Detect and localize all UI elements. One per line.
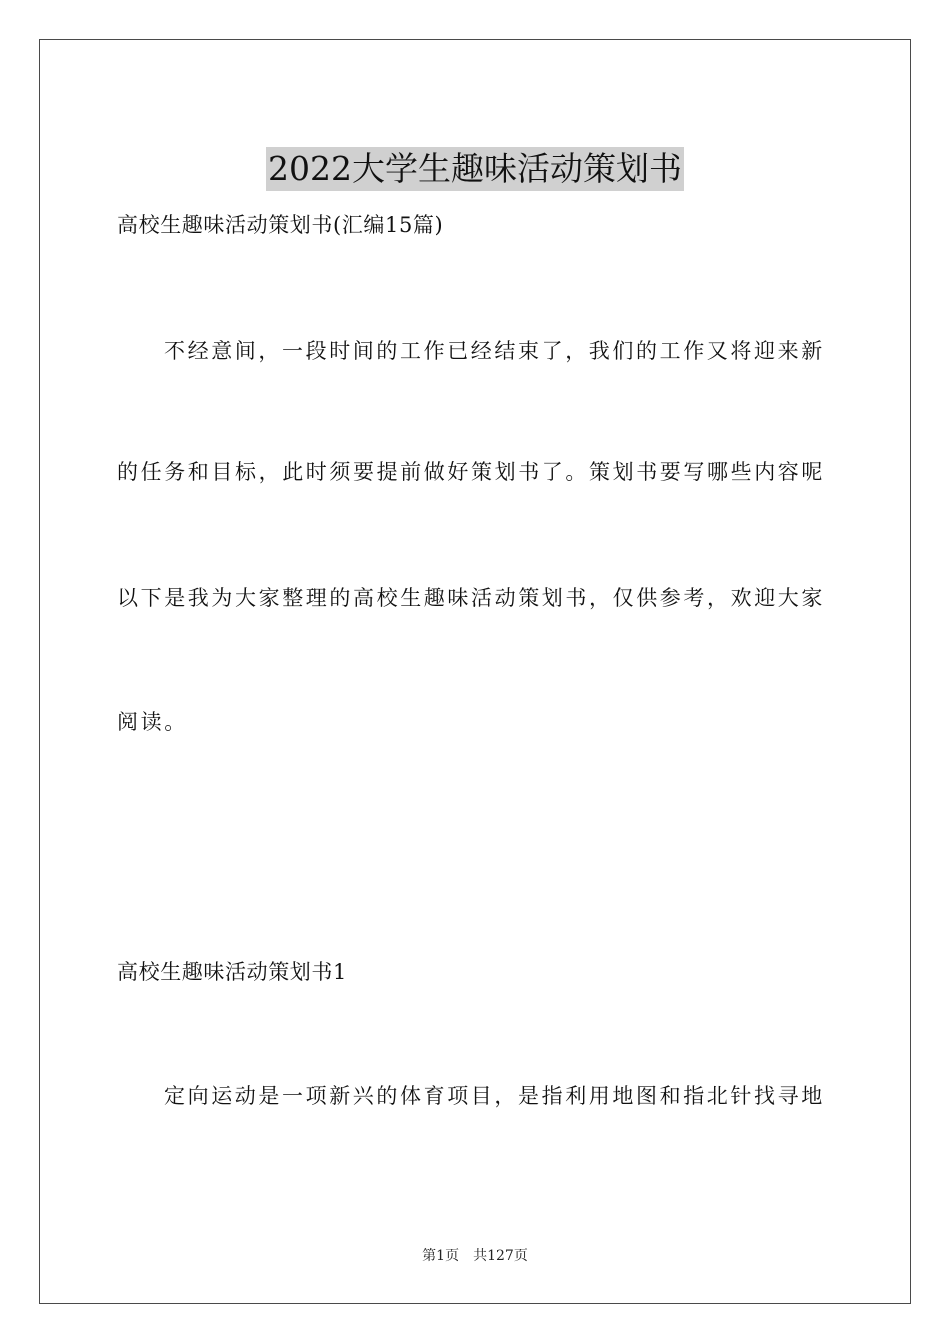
document-subtitle: 高校生趣味活动策划书(汇编15篇) bbox=[117, 213, 444, 237]
intro-line-4: 阅读。 bbox=[117, 710, 188, 734]
intro-line-2: 的任务和目标，此时须要提前做好策划书了。策划书要写哪些内容呢 bbox=[117, 460, 825, 484]
title-container bbox=[0, 125, 950, 213]
document-title: 2022大学生趣味活动策划书 bbox=[266, 147, 684, 191]
intro-line-1: 不经意间，一段时间的工作已经结束了，我们的工作又将迎来新 bbox=[164, 339, 825, 363]
page-total: 共127页 bbox=[473, 1248, 528, 1264]
intro-line-3: 以下是我为大家整理的高校生趣味活动策划书，仅供参考，欢迎大家 bbox=[117, 586, 825, 610]
section-line-1: 定向运动是一项新兴的体育项目，是指利用地图和指北针找寻地 bbox=[164, 1084, 825, 1108]
page-footer bbox=[0, 1246, 950, 1266]
section-heading: 高校生趣味活动策划书1 bbox=[117, 960, 347, 984]
page-number: 第1页 bbox=[422, 1248, 460, 1264]
